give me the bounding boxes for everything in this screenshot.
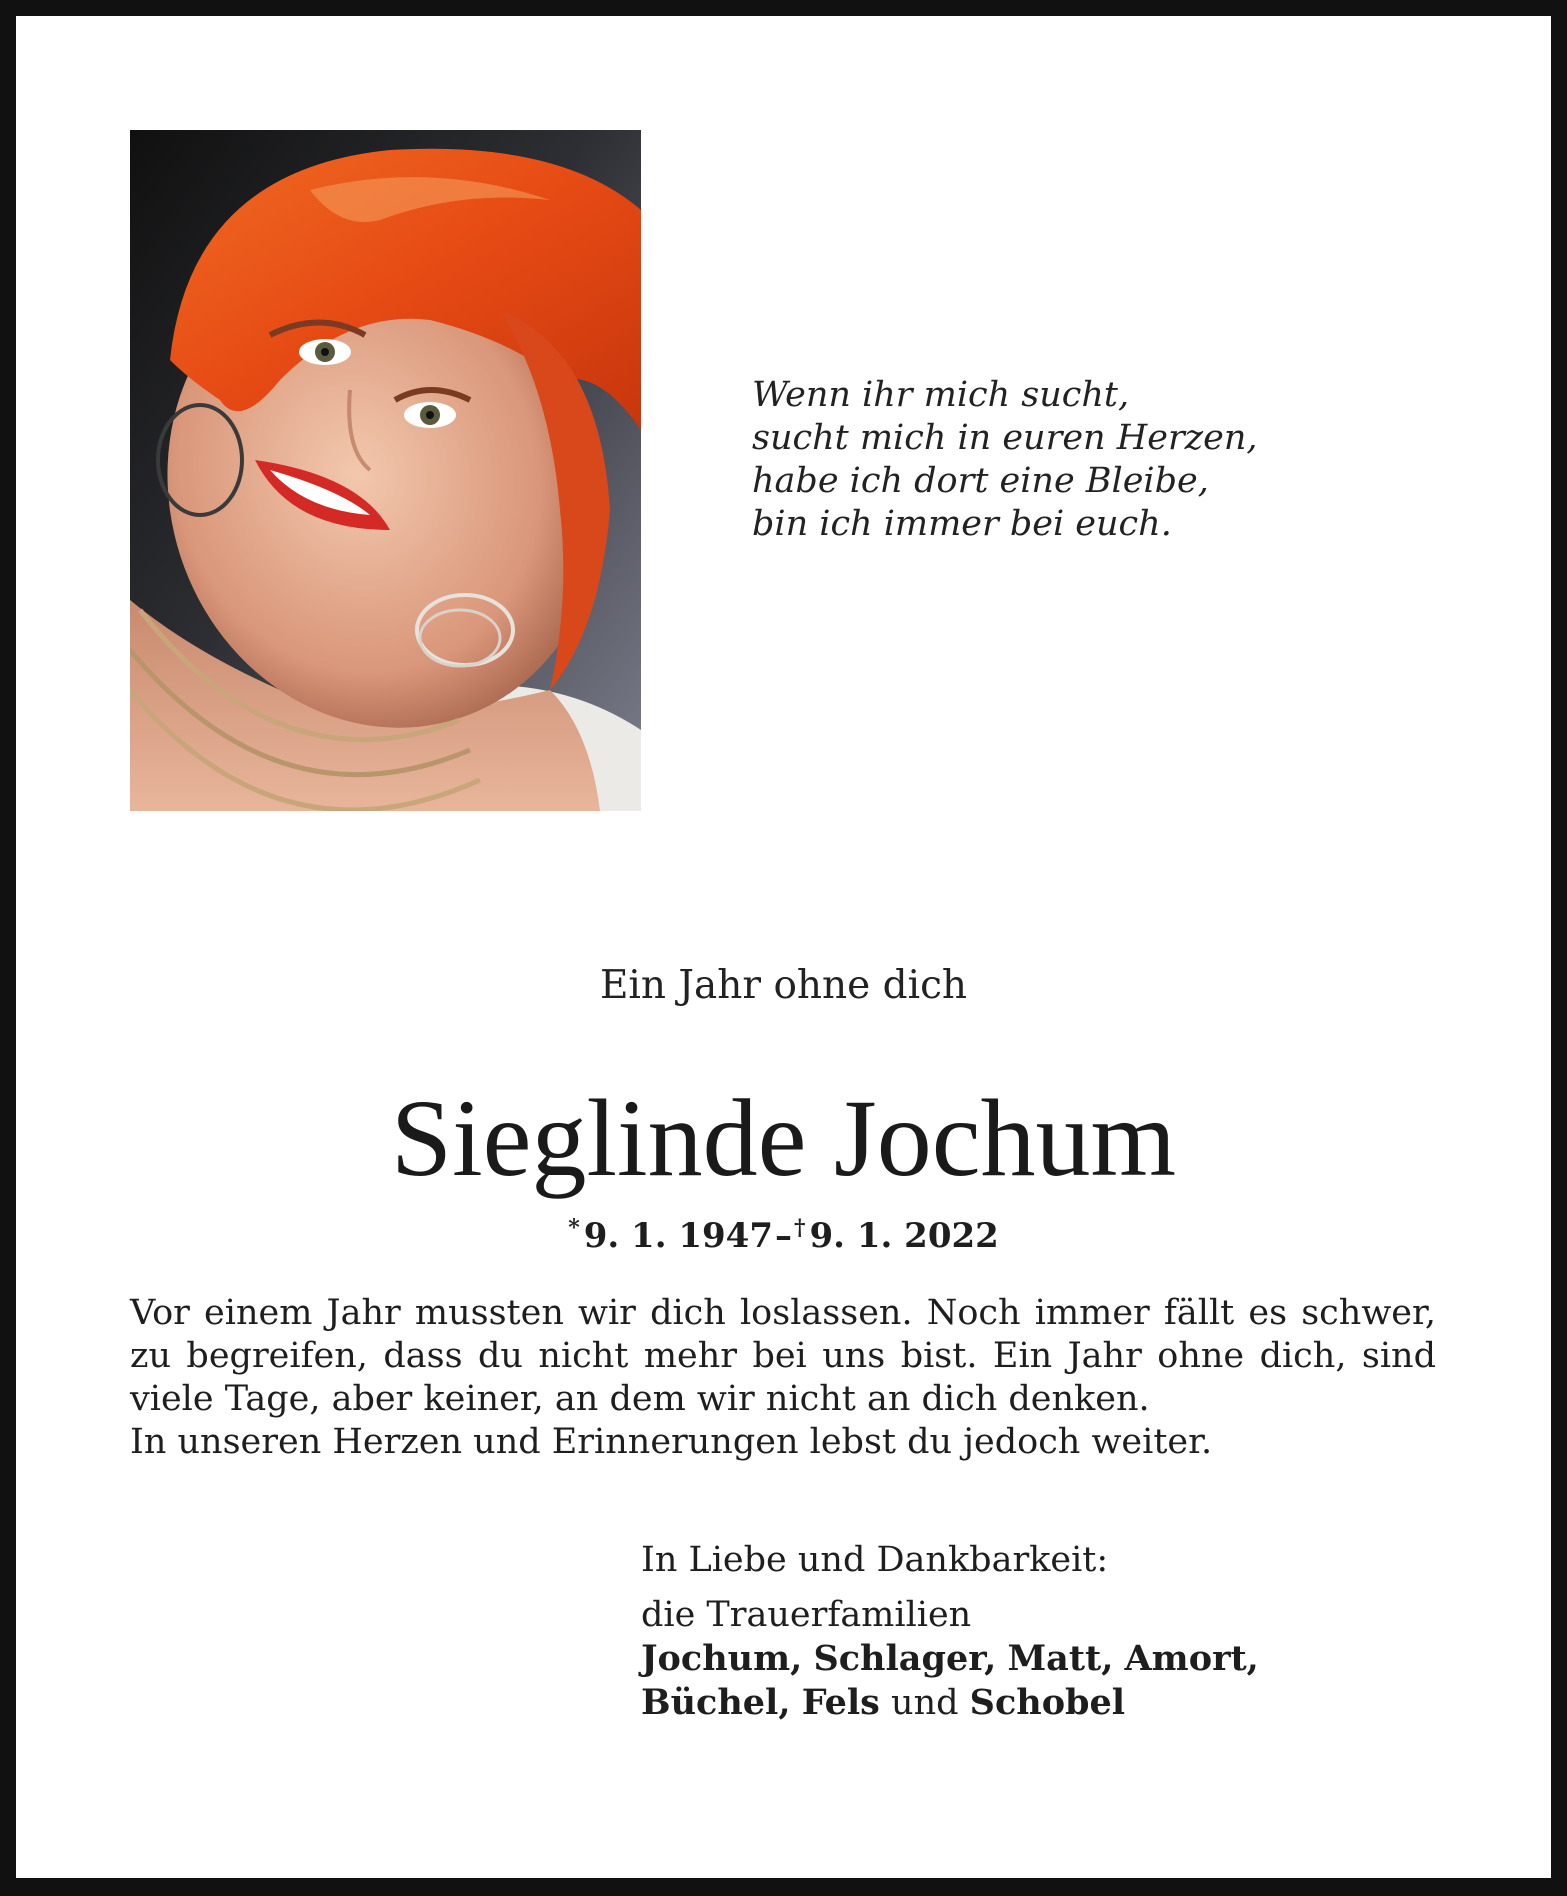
closing-greeting: In Liebe und Dankbarkeit: — [641, 1540, 1109, 1580]
signature-block — [641, 1539, 1259, 1725]
deceased-name: Sieglinde Jochum — [390, 1077, 1177, 1199]
memorial-closing-line: In unseren Herzen und Erinnerungen lebst du jedoch weiter. — [130, 1422, 1213, 1462]
family-names-line-1 — [641, 1637, 1259, 1681]
family-name: Schobel — [969, 1682, 1126, 1723]
death-symbol: † — [794, 1215, 806, 1241]
family-names-line-2 — [641, 1681, 1259, 1725]
birth-date: 9. 1. 1947 — [583, 1216, 773, 1256]
family-name: Jochum, — [641, 1638, 803, 1679]
memorial-text — [130, 1292, 1436, 1464]
life-dates — [0, 1206, 1567, 1258]
intro-heading: Ein Jahr ohne dich — [599, 963, 968, 1008]
poem-line: sucht mich in euren Herzen, — [752, 418, 1258, 458]
poem-line: bin ich immer bei euch. — [752, 504, 1172, 544]
memorial-paragraph: Vor einem Jahr mussten wir dich loslassen. Noch immer fällt es schwer, zu begreifen, dass du nicht mehr bei uns bist. Ein Jahr ohne dich, sind viele Tage, aber keiner, an dem wir nicht an dich denken. — [130, 1293, 1436, 1419]
poem-line: Wenn ihr mich sucht, — [752, 375, 1130, 415]
families-intro: die Trauerfamilien — [641, 1595, 972, 1635]
death-date: 9. 1. 2022 — [809, 1216, 999, 1256]
date-separator: – — [775, 1216, 792, 1256]
family-name: Amort, — [1124, 1638, 1259, 1679]
memorial-poem — [752, 374, 1258, 546]
portrait-photo — [130, 130, 641, 811]
family-name: Büchel, — [641, 1682, 791, 1723]
family-name: Fels — [801, 1682, 880, 1723]
poem-line: habe ich dort eine Bleibe, — [752, 461, 1209, 501]
birth-symbol: * — [568, 1215, 580, 1241]
conjunction: und — [891, 1683, 959, 1723]
family-name: Matt, — [1007, 1638, 1114, 1679]
family-name: Schlager, — [813, 1638, 997, 1679]
